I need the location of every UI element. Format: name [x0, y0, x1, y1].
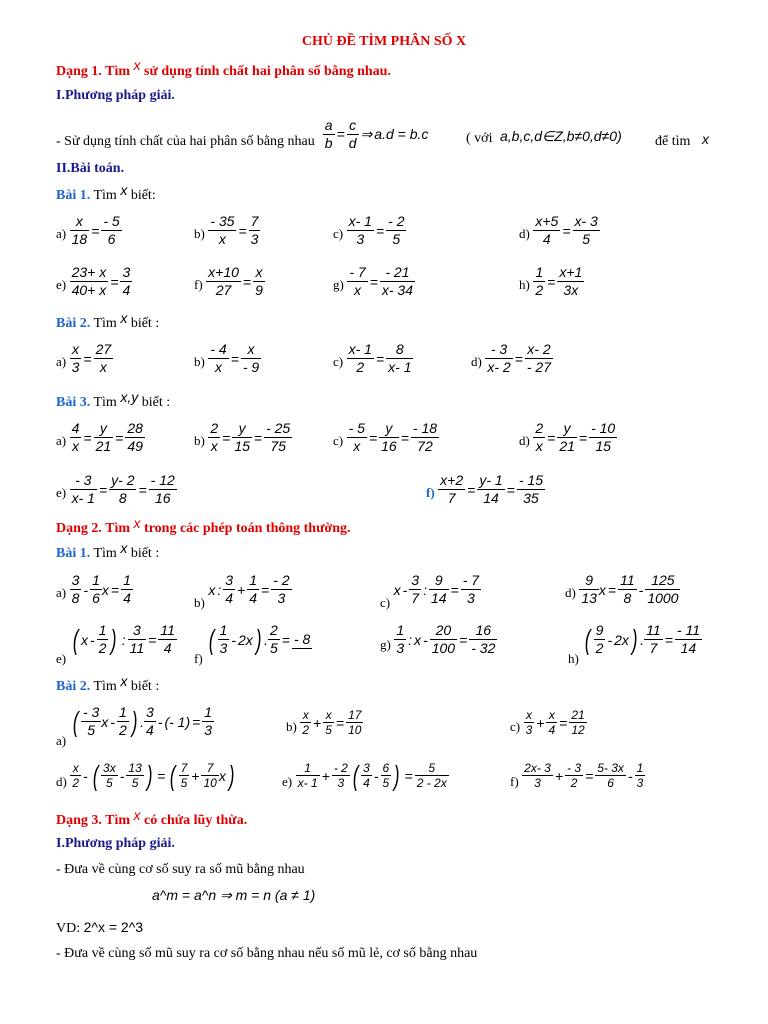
exercise-1b: b) $\frac{- 35}{x}$ = $\frac{7}{3}$: [194, 213, 259, 247]
example: VD: 2^x = 2^3: [56, 919, 144, 936]
exercise-d2-2c: c) $\frac{x}{3}$ + $\frac{x}{4}$ = $\frac{21}{12}$: [510, 708, 585, 737]
exercise-d2-2d: d) $\frac{x}{2}$ - ( $\frac{3x}{5}$ - $\frac{13}{5}$ ) = ( $\frac{7}{5}$ + $\frac{7}{10}$ x ): [56, 759, 235, 791]
exercise-1g: g) $\frac{- 7}{x}$ = $\frac{- 21}{x- 34}$: [333, 264, 413, 298]
exercise-3f: f) $\frac{x+2}{7}$ = $\frac{y- 1}{14}$ = $\frac{- 15}{35}$: [426, 472, 543, 506]
dang1-heading: Dạng 1. Tìm x sử dụng tính chất hai phân số bằng nhau.: [56, 57, 391, 79]
exercise-d2-2a: a) ( $\frac{- 3}{5}$ x - $\frac{1}{2}$ ) . $\frac{3}{4}$ - (- 1) = $\frac{1}{3}$: [56, 704, 213, 748]
dang3-line1: - Đưa về cùng cơ số suy ra số mũ bằng nhau: [56, 862, 305, 877]
exercise-d2-2b: b) $\frac{x}{2}$ + $\frac{x}{5}$ = $\frac{17}{10}$: [286, 708, 362, 737]
dang3-line2: - Đưa về cùng số mũ suy ra cơ số bằng nhau nếu số mũ lẻ, cơ số bằng nhau: [56, 946, 478, 961]
exercise-d2-1c: c) x - $\frac{3}{7}$ : $\frac{9}{14}$ = $\frac{- 7}{3}$: [380, 572, 480, 610]
dang2-bai1-label: Bài 1. Tìm x biết :: [56, 540, 160, 561]
exercise-3c: c) $\frac{- 5}{x}$ = $\frac{y}{16}$ = $\frac{- 18}{72}$: [333, 420, 438, 454]
exercise-d2-1a: a) $\frac{3}{8}$ - $\frac{1}{6}$ x = $\frac{1}{4}$: [56, 572, 131, 606]
exercise-d2-1g: g) $\frac{1}{3}$ : x - $\frac{20}{100}$ = $\frac{16}{- 32}$: [380, 622, 496, 656]
exercise-1d: d) $\frac{x+5}{4}$ = $\frac{x- 3}{5}$: [519, 213, 598, 247]
page-title: CHỦ ĐỀ TÌM PHÂN SỐ X: [301, 34, 467, 49]
exercise-1h: h) $\frac{1}{2}$ = $\frac{x+1}{3x}$: [519, 264, 583, 298]
method-heading-1: I.Phương pháp giải.: [56, 88, 175, 103]
exercise-d2-1d: d) $\frac{9}{13}$ x = $\frac{11}{8}$ - $\frac{125}{1000}$: [565, 572, 679, 606]
method-condition: a,b,c,d∈Z,b≠0,d≠0): [500, 128, 622, 144]
exercise-d2-1e: e) ( x - $\frac{1}{2}$ ) : $\frac{3}{11}$ = $\frac{11}{4}$: [56, 622, 175, 666]
dang2-bai2-label: Bài 2. Tìm x biết :: [56, 673, 160, 694]
bai1-label: Bài 1. Tìm x biết:: [56, 182, 156, 203]
exercise-2c: c) $\frac{x- 1}{2}$ = $\frac{8}{x- 1}$: [333, 341, 412, 375]
exercise-3a: a) $\frac{4}{x}$ = $\frac{y}{21}$ = $\frac{28}{49}$: [56, 420, 143, 454]
exercise-1a: a) $\frac{x}{18}$ = $\frac{- 5}{6}$: [56, 213, 120, 247]
exercise-1e: e) $\frac{23+ x}{40+ x}$ = $\frac{3}{4}$: [56, 264, 131, 298]
problems-heading: II.Bài toán.: [56, 161, 125, 176]
exercise-1f: f) $\frac{x+10}{27}$ = $\frac{x}{9}$: [194, 264, 263, 298]
exercise-2a: a) $\frac{x}{3}$ = $\frac{27}{x}$: [56, 341, 112, 375]
exercise-2d: d) $\frac{- 3}{x- 2}$ = $\frac{x- 2}{- 27}$: [471, 341, 551, 375]
exercise-1c: c) $\frac{x- 1}{3}$ = $\frac{- 2}{5}$: [333, 213, 405, 247]
method-line: - Sử dụng tính chất của hai phân số bằng nhau $\frac{a}{b}$ = $\frac{c}{d}$ ⇒ a.d = b.c: [56, 116, 429, 151]
method-heading-3: I.Phương pháp giải.: [56, 836, 175, 851]
dang3-heading: Dạng 3. Tìm x có chứa lũy thừa.: [56, 807, 248, 828]
exercise-3e: e) $\frac{- 3}{x- 1}$ = $\frac{y- 2}{8}$ = $\frac{- 12}{16}$: [56, 472, 175, 506]
power-formula: a^m = a^n ⇒ m = n (a ≠ 1): [152, 887, 316, 903]
bai2-label: Bài 2. Tìm x biết :: [56, 310, 160, 331]
exercise-d2-1h: h) ( $\frac{9}{2}$ - 2x ) . $\frac{11}{7}$ = $\frac{- 11}{14}$: [568, 622, 700, 666]
exercise-d2-1f: f) ( $\frac{1}{3}$ - 2x ) . $\frac{2}{5}$ = - 8: [194, 622, 311, 666]
exercise-d2-2f: f) $\frac{2x- 3}{3}$ + $\frac{- 3}{2}$ = $\frac{5- 3x}{6}$ - $\frac{1}{3}$: [510, 761, 644, 790]
exercise-2b: b) $\frac{- 4}{x}$ = $\frac{x}{- 9}$: [194, 341, 260, 375]
bai3-label: Bài 3. Tìm x,y biết :: [56, 389, 171, 410]
exercise-3b: b) $\frac{2}{x}$ = $\frac{y}{15}$ = $\frac{- 25}{75}$: [194, 420, 291, 454]
exercise-3d: d) $\frac{2}{x}$ = $\frac{y}{21}$ = $\frac{- 10}{15}$: [519, 420, 616, 454]
exercise-d2-1b: b) x : $\frac{3}{4}$ + $\frac{1}{4}$ = $\frac{- 2}{3}$: [194, 572, 290, 610]
dang2-heading: Dạng 2. Tìm x trong các phép toán thông thường.: [56, 515, 351, 536]
exercise-d2-2e: e) $\frac{1}{x- 1}$ + $\frac{- 2}{3}$ ( $\frac{3}{4}$ - $\frac{6}{5}$ ) = $\frac{5}{2 - 2x}$: [282, 759, 447, 791]
